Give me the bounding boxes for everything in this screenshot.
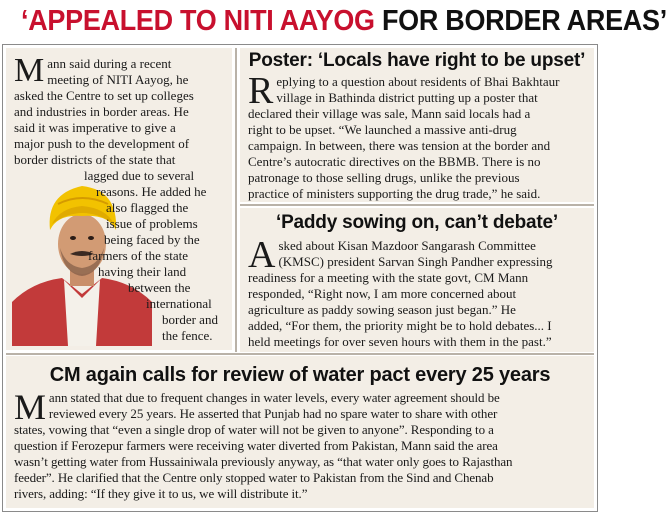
poster-heading: Poster: ‘Locals have right to be upset’ bbox=[248, 50, 586, 71]
headline-black-part: FOR BORDER AREAS’ bbox=[374, 5, 667, 37]
column-divider bbox=[235, 48, 237, 352]
poster-line: village in Bathinda district putting up a poster that bbox=[276, 90, 538, 105]
poster-line: patronage to those selling drugs, unlike the previous bbox=[248, 170, 520, 185]
poster-line: Centre’s autocratic directives on the BBMB. There is no bbox=[248, 154, 541, 169]
paddy-line: held meetings for over seven hours with them in the past.” bbox=[248, 334, 552, 349]
main-headline bbox=[21, 0, 667, 42]
water-line: question if Ferozepur farmers were receiving water diverted from Pakistan, Mann said the area bbox=[14, 438, 498, 453]
left-story-line: and industries in border areas. He bbox=[14, 104, 189, 119]
left-story-line: asked the Centre to set up colleges bbox=[14, 88, 194, 103]
left-story-line: also flagged the bbox=[106, 200, 189, 215]
water-line: rivers, adding: “If they give it to us, we will distribute it.” bbox=[14, 486, 308, 501]
water-line: feeder”. He clarified that the Centre only stopped water to Pakistan from the Sind and Chenab bbox=[14, 470, 494, 485]
left-story-dropcap: M bbox=[14, 52, 45, 89]
poster-line: right to be upset. “We launched a massive anti-drug bbox=[248, 122, 517, 137]
left-story-line: farmers of the state bbox=[88, 248, 188, 263]
poster-line: declared their village was sale, Mann said locals had a bbox=[248, 106, 531, 121]
left-story-line: lagged due to several bbox=[84, 168, 195, 183]
left-story-line: border and bbox=[162, 312, 218, 327]
left-story-line: issue of problems bbox=[106, 216, 198, 231]
headline-red-part: ‘APPEALED TO NITI AAYOG bbox=[21, 5, 375, 37]
poster-line: eplying to a question about residents of Bhai Bakhtaur bbox=[276, 74, 560, 89]
paddy-line: readiness for a meeting with the state govt, CM Mann bbox=[248, 270, 529, 285]
left-story-line: reasons. He added he bbox=[96, 184, 207, 199]
water-line: reviewed every 25 years. He asserted that Punjab had no spare water to share with other bbox=[48, 406, 498, 421]
paddy-line: added, “For them, the priority might be to hold debates... I bbox=[248, 318, 552, 333]
left-story-line: the fence. bbox=[162, 328, 213, 343]
paddy-line: (KMSC) president Sarvan Singh Pandher expressing bbox=[278, 254, 553, 269]
left-story-line: major push to the development of bbox=[14, 136, 190, 151]
right-column-divider bbox=[240, 204, 594, 206]
water-dropcap: M bbox=[14, 387, 46, 427]
poster-line: practice of ministers supporting the drug trade,” he said. bbox=[248, 186, 541, 201]
left-story-line: between the bbox=[128, 280, 191, 295]
water-line: wasn’t getting water from Hussainiwala previously anyway, as “that water only goes to Rajasthan bbox=[14, 454, 513, 469]
paddy-dropcap: A bbox=[248, 234, 276, 276]
left-story-line: international bbox=[146, 296, 212, 311]
poster-dropcap: R bbox=[248, 70, 274, 112]
left-story-line: meeting of NITI Aayog, he bbox=[47, 72, 189, 87]
water-heading: CM again calls for review of water pact every 25 years bbox=[49, 364, 551, 386]
paddy-heading: ‘Paddy sowing on, can’t debate’ bbox=[275, 212, 558, 233]
left-story-line: ann said during a recent bbox=[47, 56, 172, 71]
left-story-line: border districts of the state that bbox=[14, 152, 176, 167]
poster-line: campaign. In between, there was tension at the border and bbox=[248, 138, 551, 153]
bottom-divider bbox=[6, 353, 594, 355]
paddy-line: responded, “Right now, I am more concerned about bbox=[248, 286, 517, 301]
left-story-line: being faced by the bbox=[104, 232, 200, 247]
left-story-wrap-1 bbox=[84, 168, 230, 344]
paddy-line: sked about Kisan Mazdoor Sangarash Committee bbox=[278, 238, 536, 253]
paddy-line: agriculture as paddy sowing season just began.” He bbox=[248, 302, 516, 317]
water-line: ann stated that due to frequent changes in water levels, every water agreement should be bbox=[48, 390, 500, 405]
water-line: states, vowing that “even a single drop of water will not be given to anyone”. Responding to a bbox=[14, 422, 494, 437]
left-story-line: said it was imperative to give a bbox=[14, 120, 176, 135]
left-story-line: having their land bbox=[98, 264, 187, 279]
